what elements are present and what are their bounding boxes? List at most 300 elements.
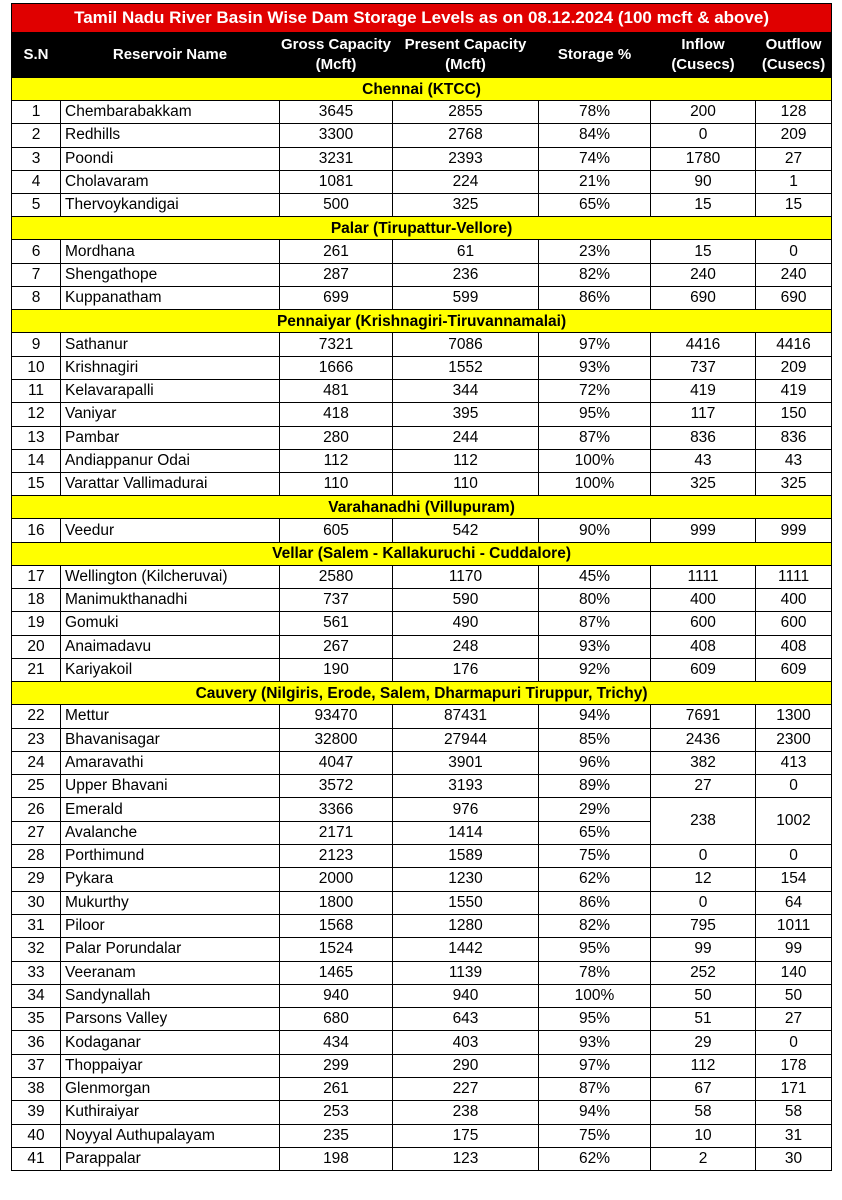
table-row [12, 961, 832, 984]
table-row [12, 147, 832, 170]
cell-inflow: 12 [651, 868, 756, 891]
cell-gross-capacity: 112 [280, 449, 393, 472]
cell-sn: 13 [12, 426, 61, 449]
cell-inflow: 600 [651, 612, 756, 635]
basin-name: Vellar (Salem - Kallakuruchi - Cuddalore) [12, 542, 832, 565]
cell-reservoir-name: Avalanche [61, 821, 280, 844]
basin-section-header [12, 682, 832, 705]
cell-storage-percent: 87% [539, 426, 651, 449]
basin-name: Palar (Tirupattur-Vellore) [12, 217, 832, 240]
basin-name: Cauvery (Nilgiris, Erode, Salem, Dharmapuri Tiruppur, Trichy) [12, 682, 832, 705]
table-row [12, 705, 832, 728]
cell-reservoir-name: Sandynallah [61, 984, 280, 1007]
table-row [12, 379, 832, 402]
cell-gross-capacity: 235 [280, 1124, 393, 1147]
table-row [12, 589, 832, 612]
cell-sn: 26 [12, 798, 61, 821]
cell-storage-percent: 62% [539, 868, 651, 891]
cell-storage-percent: 85% [539, 728, 651, 751]
cell-gross-capacity: 1568 [280, 914, 393, 937]
cell-sn: 19 [12, 612, 61, 635]
cell-outflow: 1300 [756, 705, 832, 728]
cell-gross-capacity: 1666 [280, 356, 393, 379]
cell-outflow: 836 [756, 426, 832, 449]
cell-storage-percent: 90% [539, 519, 651, 542]
cell-inflow: 58 [651, 1101, 756, 1124]
cell-present-capacity: 3901 [393, 751, 539, 774]
cell-outflow: 2300 [756, 728, 832, 751]
cell-inflow: 252 [651, 961, 756, 984]
cell-reservoir-name: Glenmorgan [61, 1077, 280, 1100]
cell-reservoir-name: Noyyal Authupalayam [61, 1124, 280, 1147]
cell-present-capacity: 1139 [393, 961, 539, 984]
cell-gross-capacity: 3645 [280, 101, 393, 124]
cell-storage-percent: 87% [539, 1077, 651, 1100]
cell-sn: 18 [12, 589, 61, 612]
cell-present-capacity: 344 [393, 379, 539, 402]
cell-outflow: 154 [756, 868, 832, 891]
cell-inflow: 7691 [651, 705, 756, 728]
cell-present-capacity: 1280 [393, 914, 539, 937]
cell-gross-capacity: 3366 [280, 798, 393, 821]
cell-reservoir-name: Krishnagiri [61, 356, 280, 379]
cell-present-capacity: 2855 [393, 101, 539, 124]
cell-sn: 12 [12, 403, 61, 426]
cell-present-capacity: 940 [393, 984, 539, 1007]
cell-reservoir-name: Thoppaiyar [61, 1054, 280, 1077]
cell-sn: 11 [12, 379, 61, 402]
cell-sn: 25 [12, 775, 61, 798]
cell-outflow: 1011 [756, 914, 832, 937]
table-row [12, 240, 832, 263]
cell-sn: 41 [12, 1147, 61, 1170]
cell-outflow: 171 [756, 1077, 832, 1100]
cell-inflow: 2436 [651, 728, 756, 751]
table-row [12, 658, 832, 681]
cell-outflow: 609 [756, 658, 832, 681]
cell-sn: 33 [12, 961, 61, 984]
cell-present-capacity: 1230 [393, 868, 539, 891]
table-row [12, 798, 832, 821]
cell-gross-capacity: 2123 [280, 845, 393, 868]
table-row [12, 612, 832, 635]
cell-storage-percent: 72% [539, 379, 651, 402]
cell-inflow: 1780 [651, 147, 756, 170]
table-row [12, 356, 832, 379]
cell-reservoir-name: Thervoykandigai [61, 194, 280, 217]
table-row [12, 194, 832, 217]
cell-storage-percent: 29% [539, 798, 651, 821]
cell-gross-capacity: 434 [280, 1031, 393, 1054]
cell-reservoir-name: Kariyakoil [61, 658, 280, 681]
cell-present-capacity: 542 [393, 519, 539, 542]
cell-sn: 34 [12, 984, 61, 1007]
cell-storage-percent: 23% [539, 240, 651, 263]
cell-inflow: 795 [651, 914, 756, 937]
cell-gross-capacity: 190 [280, 658, 393, 681]
cell-outflow: 27 [756, 147, 832, 170]
table-row [12, 845, 832, 868]
cell-gross-capacity: 500 [280, 194, 393, 217]
table-row [12, 1077, 832, 1100]
cell-gross-capacity: 3300 [280, 124, 393, 147]
cell-storage-percent: 97% [539, 1054, 651, 1077]
cell-present-capacity: 227 [393, 1077, 539, 1100]
table-row [12, 333, 832, 356]
cell-reservoir-name: Parappalar [61, 1147, 280, 1170]
cell-storage-percent: 97% [539, 333, 651, 356]
cell-outflow: 690 [756, 287, 832, 310]
cell-present-capacity: 176 [393, 658, 539, 681]
cell-inflow: 0 [651, 891, 756, 914]
table-row [12, 1147, 832, 1170]
cell-reservoir-name: Redhills [61, 124, 280, 147]
cell-present-capacity: 403 [393, 1031, 539, 1054]
table-row [12, 1008, 832, 1031]
dam-storage-table [11, 3, 832, 1171]
cell-present-capacity: 2768 [393, 124, 539, 147]
cell-outflow: 99 [756, 938, 832, 961]
cell-reservoir-name: Pykara [61, 868, 280, 891]
cell-sn: 7 [12, 263, 61, 286]
cell-present-capacity: 395 [393, 403, 539, 426]
cell-present-capacity: 238 [393, 1101, 539, 1124]
cell-reservoir-name: Chembarabakkam [61, 101, 280, 124]
cell-sn: 31 [12, 914, 61, 937]
cell-storage-percent: 21% [539, 170, 651, 193]
cell-inflow: 43 [651, 449, 756, 472]
cell-gross-capacity: 32800 [280, 728, 393, 751]
cell-present-capacity: 1550 [393, 891, 539, 914]
cell-reservoir-name: Upper Bhavani [61, 775, 280, 798]
cell-storage-percent: 78% [539, 101, 651, 124]
table-row [12, 635, 832, 658]
cell-present-capacity: 599 [393, 287, 539, 310]
cell-outflow: 58 [756, 1101, 832, 1124]
cell-reservoir-name: Wellington (Kilcheruvai) [61, 565, 280, 588]
cell-reservoir-name: Mettur [61, 705, 280, 728]
cell-storage-percent: 75% [539, 845, 651, 868]
cell-inflow: 27 [651, 775, 756, 798]
cell-storage-percent: 78% [539, 961, 651, 984]
cell-sn: 1 [12, 101, 61, 124]
cell-sn: 6 [12, 240, 61, 263]
cell-reservoir-name: Kelavarapalli [61, 379, 280, 402]
cell-reservoir-name: Gomuki [61, 612, 280, 635]
cell-inflow: 419 [651, 379, 756, 402]
cell-reservoir-name: Veeranam [61, 961, 280, 984]
cell-gross-capacity: 280 [280, 426, 393, 449]
table-row [12, 170, 832, 193]
cell-inflow: 836 [651, 426, 756, 449]
cell-present-capacity: 643 [393, 1008, 539, 1031]
cell-reservoir-name: Vaniyar [61, 403, 280, 426]
cell-sn: 37 [12, 1054, 61, 1077]
cell-gross-capacity: 261 [280, 1077, 393, 1100]
cell-sn: 27 [12, 821, 61, 844]
cell-sn: 24 [12, 751, 61, 774]
cell-gross-capacity: 737 [280, 589, 393, 612]
cell-gross-capacity: 1524 [280, 938, 393, 961]
table-row [12, 868, 832, 891]
cell-present-capacity: 236 [393, 263, 539, 286]
cell-gross-capacity: 253 [280, 1101, 393, 1124]
table-row [12, 426, 832, 449]
cell-inflow: 90 [651, 170, 756, 193]
cell-reservoir-name: Bhavanisagar [61, 728, 280, 751]
cell-present-capacity: 61 [393, 240, 539, 263]
cell-sn: 2 [12, 124, 61, 147]
cell-present-capacity: 7086 [393, 333, 539, 356]
cell-present-capacity: 1589 [393, 845, 539, 868]
cell-outflow: 128 [756, 101, 832, 124]
cell-gross-capacity: 3231 [280, 147, 393, 170]
cell-gross-capacity: 481 [280, 379, 393, 402]
column-header-inflow: Inflow (Cusecs) [651, 33, 756, 78]
column-header-gross-capacity: Gross Capacity (Mcft) [280, 33, 393, 78]
cell-gross-capacity: 699 [280, 287, 393, 310]
cell-present-capacity: 1442 [393, 938, 539, 961]
cell-inflow: 0 [651, 845, 756, 868]
cell-gross-capacity: 2580 [280, 565, 393, 588]
cell-present-capacity: 2393 [393, 147, 539, 170]
cell-gross-capacity: 1465 [280, 961, 393, 984]
cell-storage-percent: 65% [539, 821, 651, 844]
cell-sn: 14 [12, 449, 61, 472]
cell-storage-percent: 62% [539, 1147, 651, 1170]
cell-sn: 10 [12, 356, 61, 379]
basin-name: Varahanadhi (Villupuram) [12, 496, 832, 519]
cell-storage-percent: 100% [539, 473, 651, 496]
cell-sn: 22 [12, 705, 61, 728]
cell-storage-percent: 94% [539, 1101, 651, 1124]
cell-storage-percent: 93% [539, 635, 651, 658]
table-row [12, 263, 832, 286]
table-row [12, 751, 832, 774]
cell-outflow: 64 [756, 891, 832, 914]
cell-reservoir-name: Kuppanatham [61, 287, 280, 310]
cell-storage-percent: 93% [539, 1031, 651, 1054]
cell-inflow: 408 [651, 635, 756, 658]
cell-storage-percent: 84% [539, 124, 651, 147]
cell-reservoir-name: Poondi [61, 147, 280, 170]
table-row [12, 1054, 832, 1077]
cell-sn: 3 [12, 147, 61, 170]
cell-inflow: 238 [651, 798, 756, 845]
cell-inflow: 50 [651, 984, 756, 1007]
table-row [12, 449, 832, 472]
table-row [12, 984, 832, 1007]
cell-inflow: 15 [651, 240, 756, 263]
cell-storage-percent: 82% [539, 263, 651, 286]
cell-outflow: 419 [756, 379, 832, 402]
cell-present-capacity: 976 [393, 798, 539, 821]
cell-present-capacity: 590 [393, 589, 539, 612]
cell-inflow: 325 [651, 473, 756, 496]
cell-outflow: 1111 [756, 565, 832, 588]
cell-inflow: 609 [651, 658, 756, 681]
cell-outflow: 408 [756, 635, 832, 658]
cell-present-capacity: 224 [393, 170, 539, 193]
cell-sn: 5 [12, 194, 61, 217]
cell-storage-percent: 93% [539, 356, 651, 379]
cell-inflow: 200 [651, 101, 756, 124]
cell-outflow: 999 [756, 519, 832, 542]
cell-gross-capacity: 1800 [280, 891, 393, 914]
table-row [12, 565, 832, 588]
cell-reservoir-name: Palar Porundalar [61, 938, 280, 961]
cell-reservoir-name: Piloor [61, 914, 280, 937]
cell-inflow: 67 [651, 1077, 756, 1100]
cell-sn: 9 [12, 333, 61, 356]
column-header-sn: S.N [12, 33, 61, 78]
cell-present-capacity: 1552 [393, 356, 539, 379]
cell-outflow: 0 [756, 775, 832, 798]
cell-inflow: 382 [651, 751, 756, 774]
cell-sn: 8 [12, 287, 61, 310]
cell-inflow: 117 [651, 403, 756, 426]
cell-outflow: 150 [756, 403, 832, 426]
dam-storage-report [11, 3, 831, 1171]
cell-sn: 30 [12, 891, 61, 914]
cell-gross-capacity: 2171 [280, 821, 393, 844]
cell-sn: 16 [12, 519, 61, 542]
cell-reservoir-name: Amaravathi [61, 751, 280, 774]
cell-inflow: 4416 [651, 333, 756, 356]
cell-reservoir-name: Kuthiraiyar [61, 1101, 280, 1124]
cell-storage-percent: 100% [539, 984, 651, 1007]
cell-storage-percent: 86% [539, 287, 651, 310]
cell-present-capacity: 248 [393, 635, 539, 658]
cell-gross-capacity: 561 [280, 612, 393, 635]
cell-sn: 23 [12, 728, 61, 751]
column-header-outflow: Outflow (Cusecs) [756, 33, 832, 78]
cell-sn: 17 [12, 565, 61, 588]
basin-section-header [12, 78, 832, 101]
cell-storage-percent: 95% [539, 403, 651, 426]
cell-inflow: 29 [651, 1031, 756, 1054]
cell-outflow: 413 [756, 751, 832, 774]
cell-outflow: 1002 [756, 798, 832, 845]
cell-outflow: 15 [756, 194, 832, 217]
column-header-reservoir-name: Reservoir Name [61, 33, 280, 78]
cell-present-capacity: 490 [393, 612, 539, 635]
cell-inflow: 1111 [651, 565, 756, 588]
cell-inflow: 2 [651, 1147, 756, 1170]
cell-inflow: 99 [651, 938, 756, 961]
cell-reservoir-name: Andiappanur Odai [61, 449, 280, 472]
column-header-storage: Storage % [539, 33, 651, 78]
table-row [12, 403, 832, 426]
cell-outflow: 600 [756, 612, 832, 635]
cell-outflow: 4416 [756, 333, 832, 356]
cell-outflow: 0 [756, 845, 832, 868]
cell-outflow: 178 [756, 1054, 832, 1077]
cell-outflow: 31 [756, 1124, 832, 1147]
cell-gross-capacity: 3572 [280, 775, 393, 798]
cell-sn: 40 [12, 1124, 61, 1147]
table-row [12, 1101, 832, 1124]
cell-outflow: 43 [756, 449, 832, 472]
cell-storage-percent: 92% [539, 658, 651, 681]
cell-reservoir-name: Mukurthy [61, 891, 280, 914]
cell-storage-percent: 82% [539, 914, 651, 937]
table-row [12, 1124, 832, 1147]
cell-inflow: 10 [651, 1124, 756, 1147]
cell-inflow: 999 [651, 519, 756, 542]
cell-storage-percent: 96% [539, 751, 651, 774]
cell-reservoir-name: Varattar Vallimadurai [61, 473, 280, 496]
table-row [12, 124, 832, 147]
cell-gross-capacity: 418 [280, 403, 393, 426]
cell-present-capacity: 3193 [393, 775, 539, 798]
cell-reservoir-name: Parsons Valley [61, 1008, 280, 1031]
cell-reservoir-name: Pambar [61, 426, 280, 449]
cell-outflow: 140 [756, 961, 832, 984]
cell-sn: 21 [12, 658, 61, 681]
cell-outflow: 325 [756, 473, 832, 496]
cell-inflow: 0 [651, 124, 756, 147]
cell-sn: 36 [12, 1031, 61, 1054]
cell-sn: 35 [12, 1008, 61, 1031]
cell-reservoir-name: Veedur [61, 519, 280, 542]
cell-inflow: 400 [651, 589, 756, 612]
cell-gross-capacity: 1081 [280, 170, 393, 193]
cell-storage-percent: 95% [539, 1008, 651, 1031]
cell-outflow: 30 [756, 1147, 832, 1170]
cell-present-capacity: 1414 [393, 821, 539, 844]
cell-gross-capacity: 261 [280, 240, 393, 263]
cell-inflow: 240 [651, 263, 756, 286]
basin-name: Chennai (KTCC) [12, 78, 832, 101]
cell-outflow: 209 [756, 124, 832, 147]
cell-storage-percent: 86% [539, 891, 651, 914]
cell-present-capacity: 87431 [393, 705, 539, 728]
cell-storage-percent: 74% [539, 147, 651, 170]
cell-storage-percent: 95% [539, 938, 651, 961]
cell-outflow: 1 [756, 170, 832, 193]
cell-gross-capacity: 4047 [280, 751, 393, 774]
cell-outflow: 400 [756, 589, 832, 612]
cell-storage-percent: 89% [539, 775, 651, 798]
cell-storage-percent: 75% [539, 1124, 651, 1147]
table-row [12, 101, 832, 124]
table-row [12, 473, 832, 496]
table-row [12, 1031, 832, 1054]
cell-gross-capacity: 93470 [280, 705, 393, 728]
cell-outflow: 0 [756, 1031, 832, 1054]
cell-storage-percent: 80% [539, 589, 651, 612]
cell-present-capacity: 175 [393, 1124, 539, 1147]
cell-gross-capacity: 198 [280, 1147, 393, 1170]
cell-outflow: 27 [756, 1008, 832, 1031]
cell-outflow: 240 [756, 263, 832, 286]
cell-reservoir-name: Emerald [61, 798, 280, 821]
cell-gross-capacity: 110 [280, 473, 393, 496]
cell-gross-capacity: 2000 [280, 868, 393, 891]
cell-gross-capacity: 680 [280, 1008, 393, 1031]
cell-storage-percent: 100% [539, 449, 651, 472]
cell-inflow: 737 [651, 356, 756, 379]
cell-sn: 29 [12, 868, 61, 891]
cell-reservoir-name: Mordhana [61, 240, 280, 263]
cell-storage-percent: 87% [539, 612, 651, 635]
table-row [12, 775, 832, 798]
cell-reservoir-name: Sathanur [61, 333, 280, 356]
cell-sn: 20 [12, 635, 61, 658]
table-body [12, 78, 832, 1171]
cell-reservoir-name: Anaimadavu [61, 635, 280, 658]
